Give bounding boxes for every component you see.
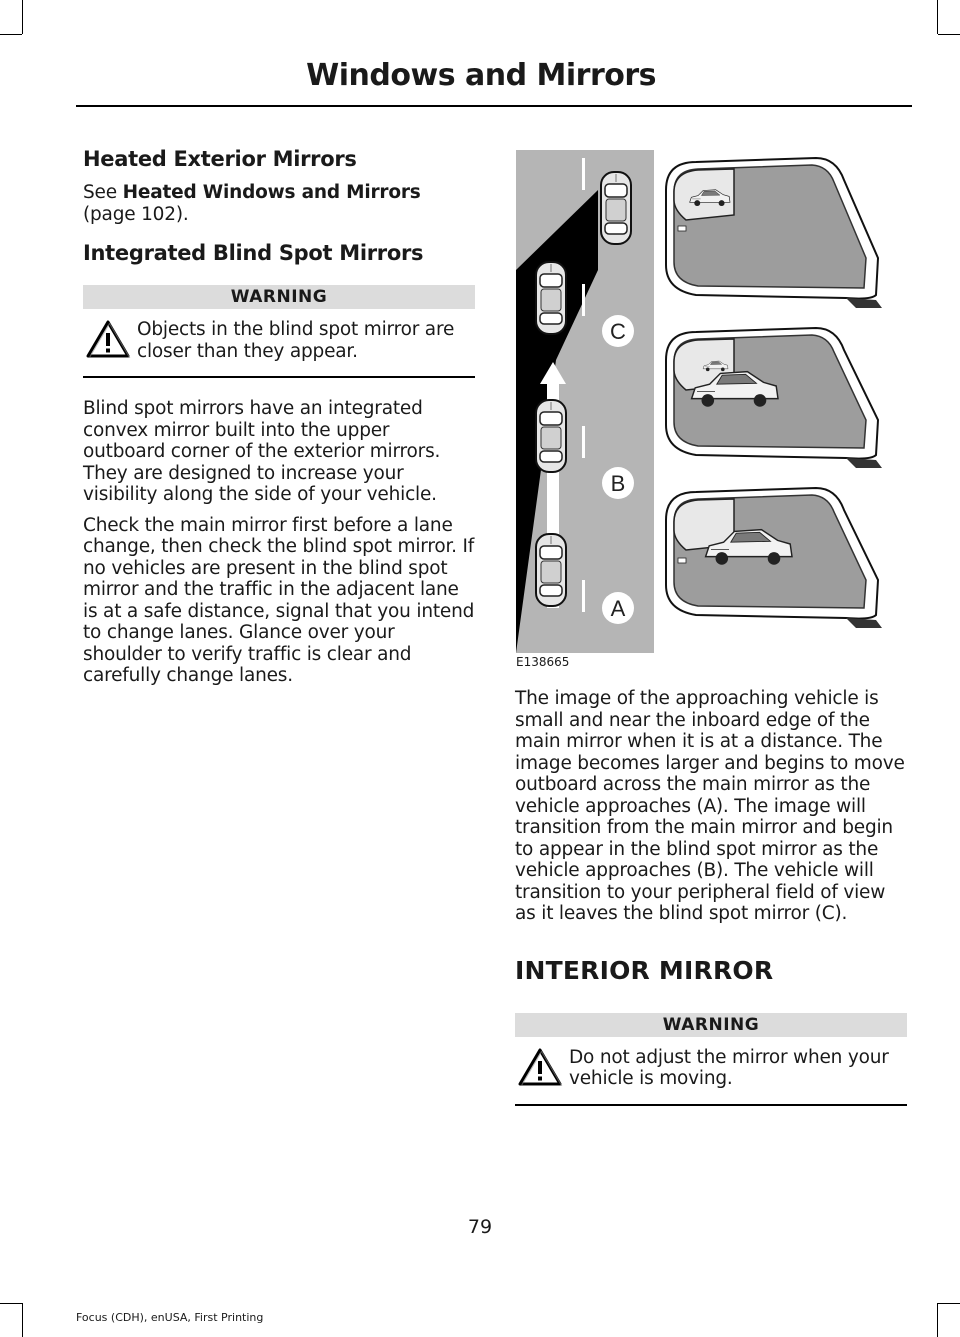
warning-box — [83, 285, 475, 378]
crop-mark — [937, 1303, 938, 1337]
warning-title: WARNING — [83, 285, 475, 309]
crop-mark — [937, 0, 938, 34]
header-rule — [76, 105, 912, 107]
see-suffix: (page 102). — [83, 203, 189, 225]
illustration-id: E138665 — [516, 655, 570, 669]
left-column — [83, 145, 475, 687]
label-c: C — [610, 319, 626, 344]
page-number: 79 — [467, 1216, 493, 1238]
warning-icon — [517, 1047, 563, 1087]
heading-heated-exterior-mirrors: Heated Exterior Mirrors — [83, 147, 357, 171]
mirror-b — [666, 328, 882, 468]
mirror-a — [666, 488, 882, 628]
paragraph-lane-change: Check the main mirror first before a lane change, then check the blind spot mirror. If no vehicles are present in the blind spot mirror and the traffic in the adjacent lane is at a safe distance, signal that you intend to change lanes. Glance over your shoulder to verify traffic is clear and carefully change lanes. — [83, 514, 475, 686]
warning-title: WARNING — [515, 1013, 907, 1037]
crop-mark — [22, 0, 23, 34]
crop-mark — [938, 34, 960, 35]
crop-mark — [0, 34, 22, 35]
warning-body — [83, 319, 475, 362]
crop-mark — [22, 1303, 23, 1337]
see-reference — [83, 182, 475, 225]
warning-text: Do not adjust the mirror when your vehicle is moving. — [569, 1046, 889, 1089]
warning-rule — [515, 1104, 907, 1106]
crop-mark — [0, 1303, 22, 1304]
heading-integrated-blind-spot-mirrors: Integrated Blind Spot Mirrors — [83, 241, 424, 265]
blind-spot-illustration — [516, 150, 908, 670]
label-b: B — [610, 471, 626, 496]
mirror-c — [666, 158, 882, 308]
crop-mark — [938, 1303, 960, 1304]
heading-interior-mirror: INTERIOR MIRROR — [515, 955, 774, 985]
warning-body — [515, 1047, 907, 1090]
footer-doc-info: Focus (CDH), enUSA, First Printing — [76, 1311, 264, 1324]
warning-icon — [85, 319, 131, 359]
see-link[interactable]: Heated Windows and Mirrors — [122, 182, 421, 203]
right-column — [515, 688, 907, 1106]
warning-rule — [83, 376, 475, 378]
warning-text: Objects in the blind spot mirror are closer than they appear. — [137, 319, 455, 362]
label-a: A — [610, 596, 626, 621]
page-header-title: Windows and Mirrors — [306, 58, 656, 93]
warning-box — [515, 1013, 907, 1106]
paragraph-blind-spot-description: Blind spot mirrors have an integrated convex mirror built into the upper outboard corner of the exterior mirrors. They are designed to increase your visibility along the side of your vehicle. — [83, 398, 441, 505]
see-prefix: See — [83, 182, 123, 203]
paragraph-approaching-vehicle: The image of the approaching vehicle is small and near the inboard edge of the main mirror when it is at a distance. The image becomes larger and begins to move outboard across the main mirror as the vehicle approaches (A). The image will transition from the main mirror and begin to appear in the blind spot mirror as the vehicle approaches (B). The vehicle will transition to your peripheral field of view as it leaves the blind spot mirror (C). — [515, 688, 905, 924]
